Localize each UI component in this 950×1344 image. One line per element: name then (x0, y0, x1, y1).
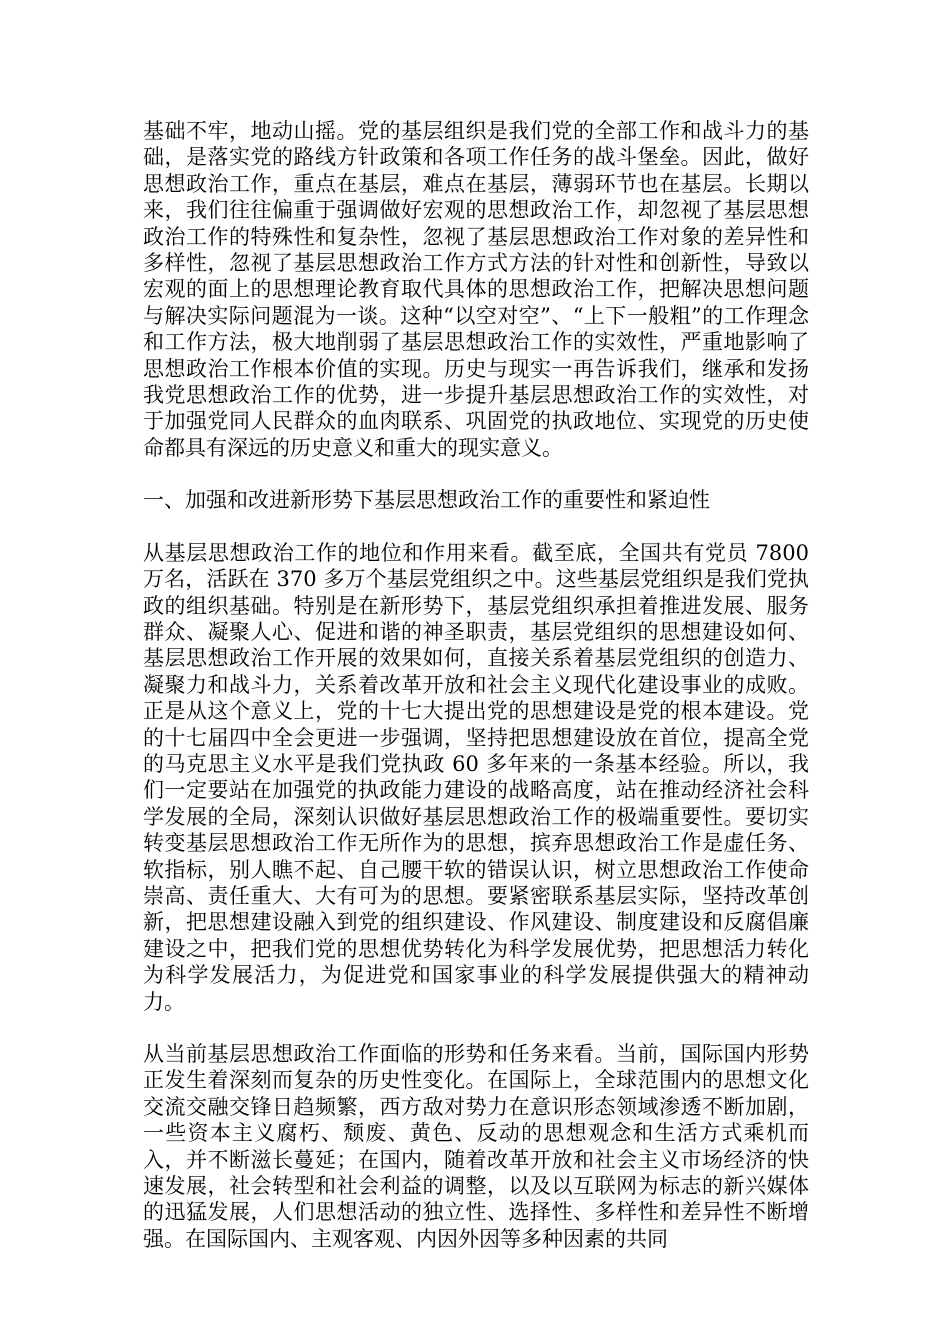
paragraph-spacer (143, 1015, 809, 1041)
body-paragraph-2: 从基层思想政治工作的地位和作用来看。截至底，全国共有党员 7800 万名，活跃在 370 多万个基层党组织之中。这些基层党组织是我们党执政的组织基础。特别是在新形势下，基层党组织承担着推进发展、服务群众、凝聚人心、促进和谐的神圣职责，基层党组织的思想建设如何、基层思想政治工作开展的效果如何，直接关系着基层党组织的创造力、凝聚力和战斗力，关系着改革开放和社会主义现代化建设事业的成败。正是从这个意义上，党的十七大提出党的思想建设是党的根本建设。党的十七届四中全会更进一步强调，坚持把思想建设放在首位，提高全党的马克思主义水平是我们党执政 60 多年来的一条基本经验。所以，我们一定要站在加强党的执政能力建设的战略高度，站在推动经济社会科学发展的全局，深刻认识做好基层思想政治工作的极端重要性。要切实转变基层思想政治工作无所作为的思想，摈弃思想政治工作是虚任务、软指标，别人瞧不起、自己腰干软的错误认识，树立思想政治工作使命崇高、责任重大、大有可为的思想。要紧密联系基层实际，坚持改革创新，把思想建设融入到党的组织建设、作风建设、制度建设和反腐倡廉建设之中，把我们党的思想优势转化为科学发展优势，把思想活力转化为科学发展活力，为促进党和国家事业的科学发展提供强大的精神动力。 (143, 540, 809, 1014)
body-paragraph-3: 从当前基层思想政治工作面临的形势和任务来看。当前，国际国内形势正发生着深刻而复杂的历史性变化。在国际上，全球范围内的思想文化交流交融交锋日趋频繁，西方敌对势力在意识形态领域渗透不断加剧，一些资本主义腐朽、颓废、黄色、反动的思想观念和生活方式乘机而入，并不断滋长蔓延；在国内，随着改革开放和社会主义市场经济的快速发展，社会转型和社会利益的调整，以及以互联网为标志的新兴媒体的迅猛发展，人们思想活动的独立性、选择性、多样性和差异性不断增强。在国际国内、主观客观、内因外因等多种因素的共同 (143, 1042, 809, 1251)
body-paragraph-1: 基础不牢，地动山摇。党的基层组织是我们党的全部工作和战斗力的基础，是落实党的路线方针政策和各项工作任务的战斗堡垒。因此，做好思想政治工作，重点在基层，难点在基层，薄弱环节也在基层。长期以来，我们往往偏重于强调做好宏观的思想政治工作，却忽视了基层思想政治工作的特殊性和复杂性，忽视了基层思想政治工作对象的差异性和多样性，忽视了基层思想政治工作方式方法的针对性和创新性，导致以宏观的面上的思想理论教育取代具体的思想政治工作，把解决思想问题与解决实际问题混为一谈。这种“以空对空”、“上下一般粗”的工作理念和工作方法，极大地削弱了基层思想政治工作的实效性，严重地影响了思想政治工作根本价值的实现。历史与现实一再告诉我们，继承和发扬我党思想政治工作的优势，进一步提升基层思想政治工作的实效性，对于加强党同人民群众的血肉联系、巩固党的执政地位、实现党的历史使命都具有深远的历史意义和重大的现实意义。 (143, 119, 809, 460)
paragraph-spacer (143, 461, 809, 487)
document-page (143, 118, 809, 1252)
paragraph-spacer (143, 514, 809, 540)
section-heading-1: 一、加强和改进新形势下基层思想政治工作的重要性和紧迫性 (143, 488, 710, 513)
